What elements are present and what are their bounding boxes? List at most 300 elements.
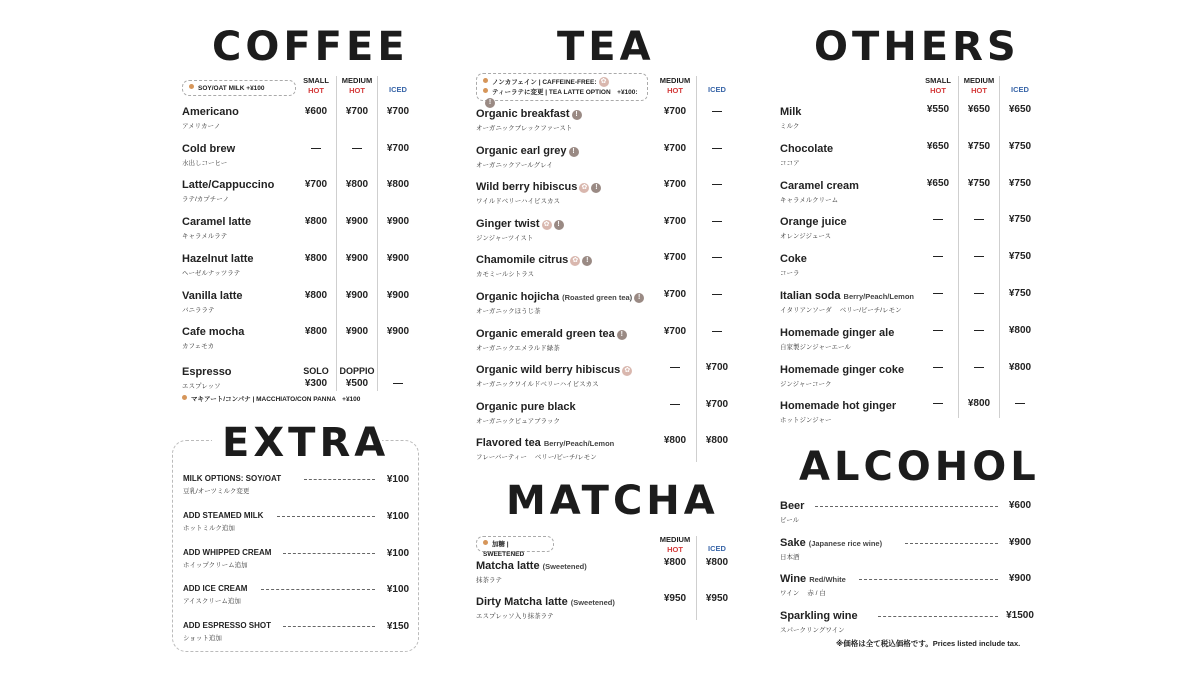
matcha-iced-header: ICED: [708, 544, 726, 553]
menu-row: [780, 216, 847, 240]
macchiato-note: [182, 394, 360, 403]
item-name-jp-text: オレンジジュース: [780, 233, 832, 241]
iced-price: ¥800: [705, 557, 729, 568]
item-name-jp-text: ヘーゼルナッツラテ: [182, 269, 241, 277]
sweetened-note: [476, 536, 554, 558]
extra-price: ¥150: [386, 621, 410, 633]
small-hot-price: ¥800: [304, 326, 328, 338]
medium-hot-price: —: [670, 398, 680, 410]
item-name-jp-text: 日本酒: [780, 553, 800, 561]
medium-hot-price: —: [974, 288, 984, 299]
medium-hot-price: —: [670, 362, 680, 374]
caffeine-free-note: [483, 77, 641, 88]
header-hot: HOT: [971, 86, 987, 95]
extra-item-name-jp: ホットミルク追加: [183, 524, 235, 532]
medium-hot-price: ¥750: [967, 177, 991, 189]
medium-hot-price: ¥900: [345, 252, 369, 264]
caffeine-free-icon: ✿: [622, 366, 632, 376]
others-medium-hot-header: [959, 76, 999, 96]
item-name-text: Coke: [780, 253, 807, 266]
item-name-text: Milk: [780, 106, 802, 118]
extra-item-name-jp: ホイップクリーム追加: [183, 561, 248, 569]
dotted-leader: [261, 589, 375, 590]
iced-price: —: [1015, 398, 1025, 410]
medium-hot-price: ¥700: [663, 252, 687, 264]
iced-price: ¥750: [1008, 177, 1032, 189]
small-hot-price: —: [933, 214, 943, 226]
iced-price: ¥800: [705, 435, 729, 447]
item-name-text: Caramel cream: [780, 179, 859, 192]
item-name-jp: [476, 379, 632, 388]
iced-price: ¥650: [1008, 104, 1032, 115]
coffee-divider: [377, 76, 378, 391]
medium-hot-price: ¥700: [663, 325, 687, 337]
item-name-jp-text: ジンジャーコーク: [780, 380, 832, 388]
menu-row: [476, 254, 592, 278]
iced-price: —: [712, 179, 722, 191]
item-name-text: Dirty Matcha latte: [476, 596, 568, 608]
item-subtitle: (Sweetened): [542, 562, 587, 571]
tax-note: ※価格は全て税込価格です。Prices listed include tax.: [836, 639, 1021, 648]
option-dot-icon: [483, 88, 488, 93]
item-name-jp: [476, 160, 579, 169]
medium-hot-price: —: [974, 324, 984, 336]
iced-price: ¥900: [386, 326, 410, 338]
item-name: [476, 401, 576, 413]
item-name-jp: [780, 231, 847, 240]
menu-row: [780, 573, 846, 597]
item-name-jp-text: オーガニックほうじ茶: [476, 308, 541, 315]
item-name-jp-text: キャラメルラテ: [182, 233, 228, 241]
item-name-text: Wine: [780, 573, 807, 586]
others-title: OTHERS: [814, 24, 1020, 70]
menu-row: [476, 291, 644, 315]
menu-row: [780, 180, 859, 204]
item-name-jp: [182, 121, 239, 130]
tea-latte-note-text: ティーラテに変更 | TEA LATTE OPTION +¥100:: [492, 89, 638, 96]
item-name-text: Homemade ginger coke: [780, 363, 905, 376]
item-subtitle-jp: ベリー/ピーチ/レモン: [534, 454, 597, 462]
item-name-text: Cafe mocha: [182, 326, 245, 339]
item-name-text: Organic pure black: [476, 400, 576, 413]
item-name: [780, 143, 833, 155]
item-name-jp: [780, 515, 804, 524]
medium-hot-price: ¥700: [663, 106, 687, 117]
item-name: Espresso: [182, 366, 232, 378]
item-name-jp: [780, 305, 914, 314]
macchiato-note-text: マキアート/コンパナ | MACCHIATO/CON PANNA +¥100: [191, 396, 361, 403]
alcohol-title: ALCOHOL: [799, 444, 1040, 490]
item-name-jp-text: オーガニックピュアブラック: [476, 417, 560, 425]
item-subtitle-jp: ベリー/ピーチ/レモン: [839, 307, 902, 314]
item-name-jp: エスプレッソ: [182, 383, 221, 390]
extra-item-name-jp: 豆乳/オーツミルク変更: [183, 488, 250, 495]
matcha-title: MATCHA: [506, 478, 719, 524]
tea-latte-icon: !: [569, 147, 579, 157]
dotted-leader: [878, 616, 998, 617]
item-name-jp: [476, 123, 582, 132]
small-hot-price: ¥650: [926, 177, 950, 189]
item-name-jp: [780, 342, 894, 351]
small-hot-price: ¥700: [304, 179, 328, 191]
item-name-jp: [780, 158, 833, 167]
item-name: [780, 610, 858, 622]
iced-price: —: [712, 289, 722, 300]
menu-row: [476, 218, 564, 242]
tea-latte-note: [483, 88, 641, 109]
iced-price: ¥750: [1008, 140, 1032, 152]
item-name-jp-text: イタリアンソーダ: [780, 307, 832, 314]
item-name-text: Matcha latte: [476, 560, 540, 572]
tea-latte-icon: !: [485, 98, 495, 108]
menu-row: [780, 290, 914, 314]
tea-latte-icon: !: [554, 220, 564, 230]
iced-price: ¥700: [386, 106, 410, 117]
tea-title: TEA: [557, 24, 655, 70]
item-name: [780, 500, 804, 512]
item-name: [182, 216, 251, 228]
dotted-leader: [905, 543, 998, 544]
menu-row: [780, 327, 894, 351]
alcohol-price: ¥600: [1008, 500, 1032, 511]
item-name-jp: [476, 452, 614, 461]
item-name-jp-text: オーガニックアールグレイ: [476, 161, 553, 169]
item-name-jp: [182, 305, 243, 314]
menu-row: [182, 179, 274, 203]
item-name: [182, 179, 274, 191]
item-name-jp: [780, 552, 882, 561]
item-name-jp: [476, 269, 592, 278]
tea-latte-icon: !: [591, 183, 601, 193]
menu-row: [476, 401, 576, 425]
option-dot-icon: [182, 395, 187, 400]
extra-item-name: MILK OPTIONS: SOY/OAT: [183, 474, 282, 483]
header-size: MEDIUM: [659, 535, 691, 544]
menu-row: [182, 216, 251, 240]
coffee-small-hot-header: [296, 76, 336, 96]
iced-price: ¥900: [386, 252, 410, 264]
medium-hot-price: ¥950: [663, 593, 687, 604]
item-name-text: Americano: [182, 106, 239, 118]
item-name: [476, 181, 601, 193]
item-name: [182, 253, 254, 265]
matcha-divider: [696, 536, 697, 620]
menu-row: [476, 181, 601, 205]
extra-row: [183, 621, 271, 642]
small-hot-price: ¥800: [304, 216, 328, 228]
item-name: [476, 291, 644, 303]
soy-oat-note: [182, 80, 296, 96]
item-name-jp-text: カフェモカ: [182, 343, 215, 351]
menu-row: [780, 537, 882, 561]
item-name: [780, 400, 896, 412]
item-name-jp: [780, 121, 801, 130]
item-name-text: Homemade ginger ale: [780, 326, 895, 339]
item-name-text: Organic wild berry hibiscus: [476, 364, 621, 377]
item-name-text: Ginger twist: [476, 217, 540, 230]
item-name: [476, 437, 614, 449]
dotted-leader: [283, 626, 375, 627]
item-subtitle: Red/White: [809, 575, 846, 585]
caffeine-free-icon: ✿: [542, 220, 552, 230]
item-name-text: Latte/Cappuccino: [182, 179, 275, 192]
small-hot-price: ¥800: [304, 289, 328, 301]
iced-price: —: [712, 142, 722, 154]
small-hot-price: —: [311, 142, 321, 154]
item-name: [476, 328, 627, 340]
small-hot-price: —: [933, 324, 943, 336]
extra-item-name: ADD ESPRESSO SHOT: [183, 621, 272, 631]
item-name-text: Vanilla latte: [182, 289, 243, 302]
iced-price: ¥900: [386, 289, 410, 301]
tea-iced-header: ICED: [708, 85, 726, 94]
item-name: [780, 537, 882, 549]
tea-latte-icon: !: [617, 330, 627, 340]
extra-price: ¥100: [386, 510, 410, 522]
dotted-leader: [283, 553, 375, 554]
extra-row: [183, 584, 247, 605]
item-name-text: Organic hojicha: [476, 291, 560, 303]
small-hot-price: —: [933, 361, 943, 373]
extra-price: ¥100: [386, 547, 410, 559]
extra-item-name: ADD STEAMED MILK: [183, 510, 264, 520]
coffee-title: COFFEE: [212, 24, 409, 70]
option-dot-icon: [483, 540, 488, 545]
item-name: [476, 254, 592, 266]
coffee-iced-header: ICED: [389, 85, 407, 94]
coffee-divider: [336, 76, 337, 391]
small-hot-price: ¥600: [304, 106, 328, 117]
item-name-jp-text: ジンジャーツイスト: [476, 234, 534, 242]
extra-row: [183, 474, 281, 495]
iced-price: —: [712, 106, 722, 117]
caffeine-free-icon: ✿: [570, 256, 580, 266]
iced-price: ¥700: [386, 142, 410, 154]
item-name-jp-text: 抹茶ラテ: [476, 577, 502, 584]
item-name: [476, 145, 579, 157]
extra-box: [172, 440, 419, 652]
item-name-jp: [476, 343, 627, 352]
caffeine-free-note-text: ノンカフェイン | CAFFEINE-FREE:: [492, 79, 597, 86]
iced-price: ¥800: [1008, 324, 1032, 336]
menu-row: [182, 290, 243, 314]
menu-row: [780, 500, 804, 524]
item-name-jp: [476, 233, 564, 242]
item-name-jp: [476, 416, 576, 425]
menu-row: [780, 253, 807, 277]
dotted-leader: [815, 506, 998, 507]
item-name-jp-text: ラテ/カプチーノ: [182, 196, 230, 204]
caffeine-free-icon: ✿: [599, 77, 609, 87]
item-subtitle: (Sweetened): [570, 598, 615, 607]
item-name-jp: [780, 195, 859, 204]
medium-hot-price: ¥700: [345, 106, 369, 117]
espresso-doppio-label: DOPPIO: [339, 366, 375, 376]
dotted-leader: [304, 479, 375, 480]
tea-latte-icon: !: [582, 256, 592, 266]
item-name-text: Flavored tea: [476, 437, 541, 450]
iced-price: —: [712, 325, 722, 337]
item-name: [780, 573, 846, 585]
item-name: [476, 218, 564, 230]
espresso-solo-label: SOLO: [303, 366, 329, 376]
item-name-jp-text: キャラメルクリーム: [780, 196, 839, 204]
alcohol-price: ¥900: [1008, 536, 1032, 548]
item-name-jp-text: オーガニックブレックファースト: [476, 125, 573, 132]
header-hot: HOT: [930, 86, 946, 95]
item-name-text: Hazelnut latte: [182, 252, 254, 265]
item-name: [780, 290, 914, 302]
iced-price: ¥750: [1008, 214, 1032, 226]
item-name: [182, 290, 243, 302]
menu-row: [780, 364, 904, 388]
small-hot-price: —: [933, 398, 943, 410]
small-hot-price: ¥650: [926, 140, 950, 152]
medium-hot-price: ¥700: [663, 179, 687, 191]
item-name-jp-text: オーガニックエメラルド緑茶: [476, 344, 560, 352]
item-name: [476, 596, 615, 608]
menu-row: [476, 596, 615, 620]
item-name: [780, 327, 894, 339]
medium-hot-price: ¥750: [967, 140, 991, 152]
item-name-jp-text: オーガニックワイルドベリーハイビスカス: [476, 381, 599, 389]
small-hot-price: —: [933, 251, 943, 263]
medium-hot-price: ¥700: [663, 215, 687, 227]
matcha-medium-hot-header: [655, 535, 695, 555]
item-name: [182, 106, 239, 118]
item-name-jp: [476, 611, 615, 620]
item-subtitle: (Japanese rice wine): [808, 538, 883, 548]
item-name-text: Cold brew: [182, 142, 236, 155]
iced-price: ¥800: [1008, 361, 1032, 373]
item-name: [476, 560, 587, 572]
dotted-leader: [859, 579, 998, 580]
option-dot-icon: [483, 78, 488, 83]
extra-item-name-jp: ショット追加: [183, 635, 222, 643]
item-name-text: Organic earl grey: [476, 144, 567, 157]
item-name-jp-text: ワイン: [780, 590, 800, 598]
medium-hot-price: ¥700: [663, 142, 687, 154]
iced-price: ¥700: [705, 362, 729, 374]
coffee-medium-hot-header: [337, 76, 377, 96]
header-size: SMALL: [925, 76, 951, 85]
item-name: [780, 364, 904, 376]
item-name-text: Sake: [780, 536, 806, 549]
item-name-jp-text: フレーバーティー: [476, 454, 527, 462]
item-name-text: Beer: [780, 500, 805, 512]
extra-item-name: ADD ICE CREAM: [183, 584, 248, 594]
item-name-jp: [780, 415, 896, 424]
medium-hot-price: ¥900: [345, 326, 369, 338]
dotted-leader: [277, 516, 375, 517]
espresso-iced-price: —: [393, 378, 403, 389]
item-name-jp-text: ワイルドベリーハイビスカス: [476, 198, 560, 206]
item-name-jp-text: アメリカーノ: [182, 123, 221, 130]
extra-item-name: ADD WHIPPED CREAM: [183, 547, 272, 557]
medium-hot-price: ¥650: [967, 104, 991, 115]
medium-hot-price: ¥800: [663, 435, 687, 447]
item-name: [780, 106, 801, 118]
medium-hot-price: ¥900: [345, 289, 369, 301]
item-name-jp-text: エスプレッソ入り抹茶ラテ: [476, 613, 554, 620]
item-name: [780, 253, 807, 265]
item-name: [476, 108, 582, 120]
medium-hot-price: ¥900: [345, 216, 369, 228]
extra-row: [183, 511, 263, 532]
caffeine-free-icon: ✿: [579, 183, 589, 193]
small-hot-price: ¥550: [926, 104, 950, 115]
header-size: MEDIUM: [963, 76, 995, 85]
header-size: MEDIUM: [341, 76, 373, 85]
header-hot: HOT: [667, 545, 683, 554]
alcohol-price: ¥900: [1008, 573, 1032, 585]
item-subtitle-jp: 赤 / 白: [807, 590, 826, 598]
menu-row: [182, 106, 239, 130]
item-name-jp-text: スパークリングワイン: [780, 627, 845, 635]
item-name-jp: [182, 341, 244, 350]
item-name: [780, 216, 847, 228]
item-name-jp-text: ココア: [780, 159, 800, 167]
menu-row: [780, 610, 858, 634]
iced-price: ¥700: [705, 398, 729, 410]
espresso-doppio-price: ¥500: [345, 378, 369, 389]
item-subtitle: (Roasted green tea): [562, 293, 633, 302]
menu-row: [182, 326, 244, 350]
extra-title: EXTRA: [222, 420, 390, 466]
header-hot: HOT: [349, 86, 365, 95]
iced-price: ¥900: [386, 216, 410, 228]
header-size: SMALL: [303, 76, 329, 85]
medium-hot-price: ¥700: [663, 289, 687, 300]
medium-hot-price: —: [974, 251, 984, 263]
menu-row-espresso: [182, 366, 232, 390]
medium-hot-price: —: [974, 361, 984, 373]
header-size: MEDIUM: [659, 76, 691, 85]
item-name-text: Organic breakfast: [476, 108, 570, 120]
medium-hot-price: ¥800: [967, 398, 991, 410]
item-name-jp: [182, 194, 274, 203]
medium-hot-price: —: [352, 142, 362, 154]
header-hot: HOT: [308, 86, 324, 95]
item-name-text: Wild berry hibiscus: [476, 181, 578, 194]
item-name-text: Organic emerald green tea: [476, 327, 615, 340]
item-name-jp: [476, 196, 601, 205]
menu-row: [780, 106, 801, 130]
tea-options-note: [476, 73, 648, 106]
menu-row: [476, 145, 579, 169]
espresso-solo-price: ¥300: [304, 378, 328, 389]
item-name-jp-text: ビール: [780, 517, 800, 524]
item-name-jp-text: ミルク: [780, 123, 800, 130]
option-dot-icon: [189, 84, 194, 89]
others-small-hot-header: [918, 76, 958, 96]
medium-hot-price: —: [974, 214, 984, 226]
extra-item-name-jp: アイスクリーム追加: [183, 598, 241, 606]
menu-row: [476, 108, 582, 132]
item-name: [182, 143, 235, 155]
item-name-text: Italian soda: [780, 290, 841, 302]
item-name-jp: [182, 268, 254, 277]
item-name-text: Chamomile citrus: [476, 254, 569, 267]
item-subtitle: Berry/Peach/Lemon: [543, 439, 615, 449]
item-name-jp-text: バニララテ: [182, 306, 215, 314]
iced-price: —: [712, 252, 722, 264]
extra-price: ¥100: [386, 474, 410, 485]
menu-row: [182, 253, 254, 277]
item-name-jp-text: ホットジンジャー: [780, 417, 832, 425]
item-name-text: Chocolate: [780, 142, 834, 155]
iced-price: ¥800: [386, 179, 410, 191]
